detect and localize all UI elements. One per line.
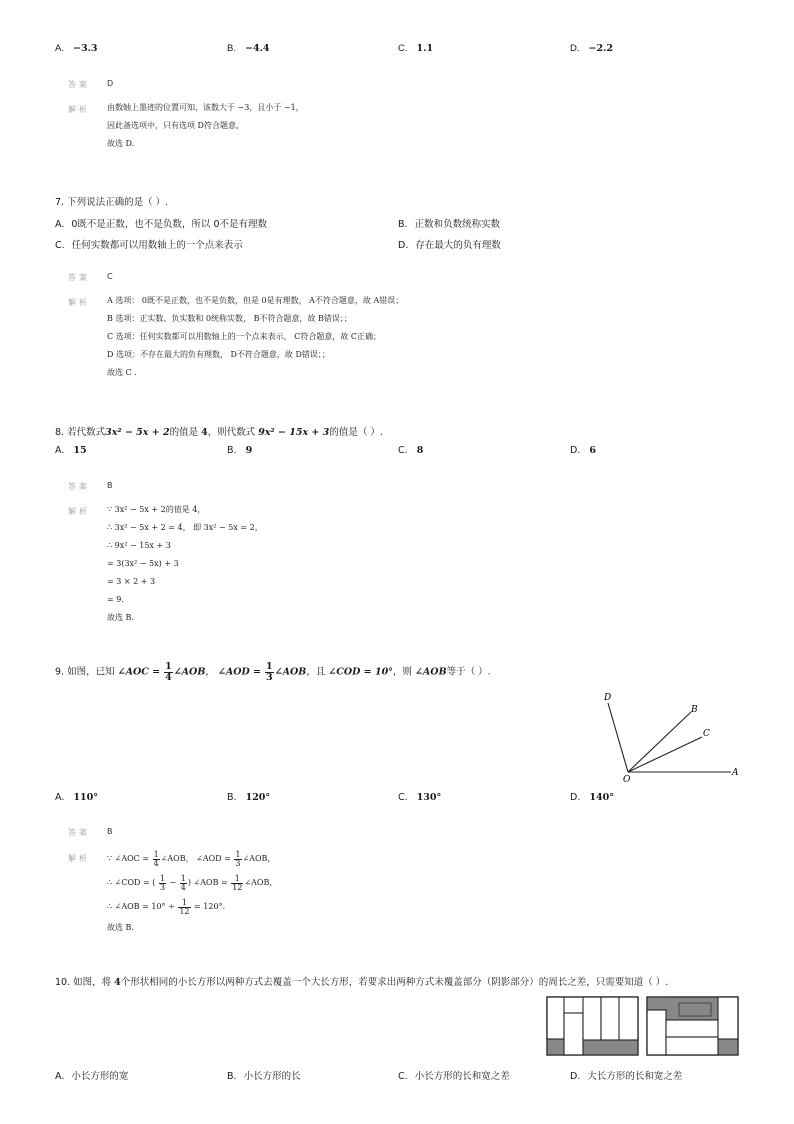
denominator: 3 xyxy=(235,858,241,868)
q7-option-b[interactable] xyxy=(398,216,500,230)
q9-option-a[interactable] xyxy=(55,792,98,803)
analysis-line: D 选项：不存在最大的负有理数， D不符合题意，故 D错误；； xyxy=(107,350,330,359)
analysis-text: ) ∠AOB = xyxy=(187,878,228,887)
label-d: D xyxy=(604,693,612,703)
analysis-text: = 120°. xyxy=(194,902,226,911)
analysis-text: ∴ ∠COD = ( xyxy=(107,878,156,887)
option-letter: A. xyxy=(55,219,65,230)
small-rectangle xyxy=(647,1010,666,1055)
numerator: 1 xyxy=(231,875,243,884)
numerator: 1 xyxy=(159,873,165,883)
condition-rhs: ∠AOB xyxy=(173,666,206,678)
fraction xyxy=(164,662,173,682)
q8-analysis xyxy=(107,501,263,627)
analysis-tag: 解析 xyxy=(68,854,90,863)
condition-rhs: ∠AOB xyxy=(274,666,307,678)
ray-ob xyxy=(628,712,691,772)
q7-option-a[interactable] xyxy=(55,216,267,230)
q7-analysis xyxy=(107,292,403,382)
numerator: 1 xyxy=(153,849,159,859)
angle-figure xyxy=(595,688,745,786)
q10-option-d[interactable] xyxy=(570,1068,682,1082)
stem-text: 10. 如图，将 xyxy=(55,977,115,988)
analysis-line xyxy=(107,847,277,871)
denominator: 3 xyxy=(266,671,273,683)
denominator: 4 xyxy=(180,882,186,892)
analysis-line: C 选项：任何实数都可以用数轴上的一个点来表示， C符合题意，故 C正确； xyxy=(107,332,381,341)
option-text: 小长方形的宽 xyxy=(71,1071,129,1082)
analysis-text: ∴ ∠AOB = 10° ÷ xyxy=(107,902,175,911)
option-text: 任何实数都可以用数轴上的一个点来表示 xyxy=(71,240,243,251)
option-text: 正数和负数统称实数 xyxy=(414,219,501,230)
option-text: 大长方形的长和宽之差 xyxy=(587,1071,683,1082)
numerator: 1 xyxy=(266,661,273,672)
answer-tag: 答案 xyxy=(68,482,90,491)
target-angle: ∠AOB xyxy=(414,666,447,678)
analysis-line: ∴ 3x² − 5x + 2 = 4， 即 3x² − 5x = 2， xyxy=(107,523,263,532)
stem-count: 4 xyxy=(114,977,121,988)
option-value: 1.1 xyxy=(416,43,434,54)
q9-option-d[interactable] xyxy=(570,792,614,803)
option-text: 小长方形的长和宽之差 xyxy=(414,1071,510,1082)
option-letter: D. xyxy=(570,43,580,54)
analysis-line: 由数轴上墨迹的位置可知，该数大于 −3，且小于 −1， xyxy=(107,103,304,112)
q8-option-d[interactable] xyxy=(570,445,596,456)
shaded-region xyxy=(666,997,718,1020)
option-letter: C. xyxy=(55,240,65,251)
small-rectangle xyxy=(547,997,564,1039)
denominator: 12 xyxy=(232,882,243,892)
denominator: 4 xyxy=(153,858,159,868)
cover-figure-2 xyxy=(646,996,739,1058)
option-letter: B. xyxy=(227,1071,237,1082)
analysis-text: ∠AOB， ∠AOD = xyxy=(160,854,231,863)
label-a: A xyxy=(732,768,739,778)
analysis-line: 因此备选项中，只有选项 D符合题意， xyxy=(107,121,244,130)
stem-text: 等于（ ）. xyxy=(446,666,491,678)
option-letter: C. xyxy=(398,792,408,803)
numerator: 1 xyxy=(180,873,186,883)
denominator: 3 xyxy=(159,882,165,892)
small-rectangle xyxy=(666,1020,718,1037)
option-text: 小长方形的长 xyxy=(243,1071,301,1082)
answer-tag: 答案 xyxy=(68,80,90,89)
ray-od xyxy=(608,703,628,772)
numerator: 1 xyxy=(178,899,190,908)
stem-text: ，且 xyxy=(306,666,329,678)
option-value: −3.3 xyxy=(73,43,98,54)
fraction xyxy=(234,851,241,868)
fraction xyxy=(180,875,187,892)
option-letter: C. xyxy=(398,43,408,54)
fraction xyxy=(159,875,166,892)
analysis-tag: 解析 xyxy=(68,507,90,516)
fraction xyxy=(178,899,190,916)
q9-stem: 9. 如图，已知 ∠AOC = $\frac{1}{4}$ ∠AOB， ∠AOD = $\frac{1}{3}$ ∠AOB，且 ∠COD = 10°，则 ∠AOB等于（ ）. xyxy=(55,661,491,683)
analysis-text: − xyxy=(169,878,177,887)
stem-expression: 3x² − 5x + 2 xyxy=(105,427,170,438)
option-letter: B. xyxy=(227,445,237,456)
fraction xyxy=(231,875,243,892)
shaded-region xyxy=(648,998,666,1011)
q6-option-c[interactable] xyxy=(398,43,433,54)
ray-oc xyxy=(628,737,702,772)
small-rectangle xyxy=(718,997,738,1039)
option-letter: C. xyxy=(398,1071,408,1082)
option-value: 15 xyxy=(73,445,87,456)
analysis-line: = 3(3x² − 5x) + 3 xyxy=(107,559,179,568)
option-letter: D. xyxy=(398,240,409,251)
option-value: 120° xyxy=(245,792,271,803)
analysis-line: 故选 C . xyxy=(107,368,137,377)
fraction xyxy=(153,851,160,868)
answer-letter: C xyxy=(107,272,113,281)
q8-option-a[interactable] xyxy=(55,445,87,456)
stem-text: 8. 若代数式 xyxy=(55,427,106,438)
denominator: 4 xyxy=(165,671,172,683)
stem-value: 4 xyxy=(201,427,208,438)
option-letter: D. xyxy=(570,445,581,456)
q9-option-b[interactable] xyxy=(227,792,270,803)
stem-text: ，则代数式 xyxy=(207,427,256,438)
stem-text: 9. 如图，已知 xyxy=(55,666,115,678)
option-value: 110° xyxy=(73,792,98,803)
answer-letter: B xyxy=(107,481,113,490)
option-letter: A. xyxy=(55,43,64,54)
condition-lhs: ∠AOD = xyxy=(217,666,262,678)
label-b: B xyxy=(691,705,698,715)
option-letter: B. xyxy=(227,43,236,54)
stem-text: 的值是（ ）. xyxy=(329,427,383,438)
option-text: 0既不是正数，也不是负数，所以 0不是有理数 xyxy=(71,219,267,230)
stem-text: 的值是 xyxy=(169,427,199,438)
analysis-line xyxy=(107,871,277,895)
analysis-line: A 选项： 0既不是正数，也不是负数，但是 0是有理数， A不符合题意，故 A错误； xyxy=(107,296,404,305)
q7-stem: 7. 下列说法正确的是（ ）. xyxy=(55,197,169,208)
analysis-line: 故选 B. xyxy=(107,923,134,932)
cover-figure-1 xyxy=(546,996,639,1058)
q7-option-c[interactable] xyxy=(55,237,243,251)
analysis-tag: 解析 xyxy=(68,298,90,307)
analysis-line: B 选项：正实数、负实数和 0统称实数， B不符合题意，故 B错误；； xyxy=(107,314,352,323)
shaded-region xyxy=(548,1039,564,1054)
q10-option-a[interactable] xyxy=(55,1068,128,1082)
option-letter: A. xyxy=(55,792,65,803)
option-letter: D. xyxy=(570,792,581,803)
analysis-line: ∵ 3x² − 5x + 2的值是 4， xyxy=(107,505,206,514)
condition-lhs: ∠AOC = xyxy=(117,666,161,678)
q8-option-b[interactable] xyxy=(227,445,252,456)
stem-expression: 9x² − 15x + 3 xyxy=(258,427,330,438)
option-letter: A. xyxy=(55,445,65,456)
option-letter: D. xyxy=(570,1071,581,1082)
q8-stem xyxy=(55,424,383,438)
q10-stem xyxy=(55,974,668,988)
q6-option-a[interactable] xyxy=(55,43,98,54)
fraction xyxy=(265,662,274,682)
analysis-line: ∴ 9x² − 15x + 3 xyxy=(107,541,171,550)
option-value: −4.4 xyxy=(245,43,270,54)
option-value: −2.2 xyxy=(588,43,614,54)
q9-option-c[interactable] xyxy=(398,792,441,803)
q10-option-b[interactable] xyxy=(227,1068,301,1082)
label-o: O xyxy=(623,775,631,785)
option-value: 140° xyxy=(589,792,614,803)
option-value: 9 xyxy=(245,445,253,456)
analysis-text: ∠AOB， xyxy=(242,854,276,863)
small-rectangle xyxy=(564,1013,583,1055)
condition: ∠COD = 10° xyxy=(328,666,393,678)
q7-option-d[interactable] xyxy=(398,237,501,251)
q6-analysis xyxy=(107,99,304,153)
analysis-line: = 9. xyxy=(107,595,124,604)
shaded-region xyxy=(718,1039,737,1054)
answer-letter: B xyxy=(107,827,113,836)
small-rectangle xyxy=(583,997,601,1040)
label-c: C xyxy=(703,729,710,739)
analysis-line: = 3 × 2 + 3 xyxy=(107,577,156,586)
q9-analysis xyxy=(107,847,277,937)
option-letter: B. xyxy=(227,792,237,803)
stem-text: ，则 xyxy=(392,666,415,678)
small-rectangle xyxy=(666,1037,718,1055)
analysis-text: ∵ ∠AOC = xyxy=(107,854,150,863)
option-value: 8 xyxy=(416,445,424,456)
analysis-line: 故选 D. xyxy=(107,139,135,148)
shaded-region xyxy=(583,1040,637,1054)
q6-option-d[interactable] xyxy=(570,43,613,54)
option-value: 6 xyxy=(589,445,596,456)
stem-text: 个形状相同的小长方形以两种方式去覆盖一个大长方形，若要求出两种方式未覆盖部分（阴影部分）的周长之差，只需要知道（ ）. xyxy=(120,977,669,988)
option-letter: B. xyxy=(398,219,408,230)
q8-option-c[interactable] xyxy=(398,445,423,456)
q10-option-c[interactable] xyxy=(398,1068,510,1082)
analysis-line xyxy=(107,895,277,919)
analysis-text: ∠AOB， xyxy=(244,878,278,887)
q6-option-b[interactable] xyxy=(227,43,270,54)
option-letter: C. xyxy=(398,445,408,456)
option-value: 130° xyxy=(416,792,442,803)
numerator: 1 xyxy=(235,849,241,859)
answer-letter: D xyxy=(107,79,114,88)
analysis-tag: 解析 xyxy=(68,105,90,114)
answer-tag: 答案 xyxy=(68,273,90,282)
option-text: 存在最大的负有理数 xyxy=(415,240,501,251)
option-letter: A. xyxy=(55,1071,65,1082)
numerator: 1 xyxy=(165,661,172,672)
analysis-line: 故选 B. xyxy=(107,613,134,622)
denominator: 12 xyxy=(179,906,190,916)
answer-tag: 答案 xyxy=(68,828,90,837)
